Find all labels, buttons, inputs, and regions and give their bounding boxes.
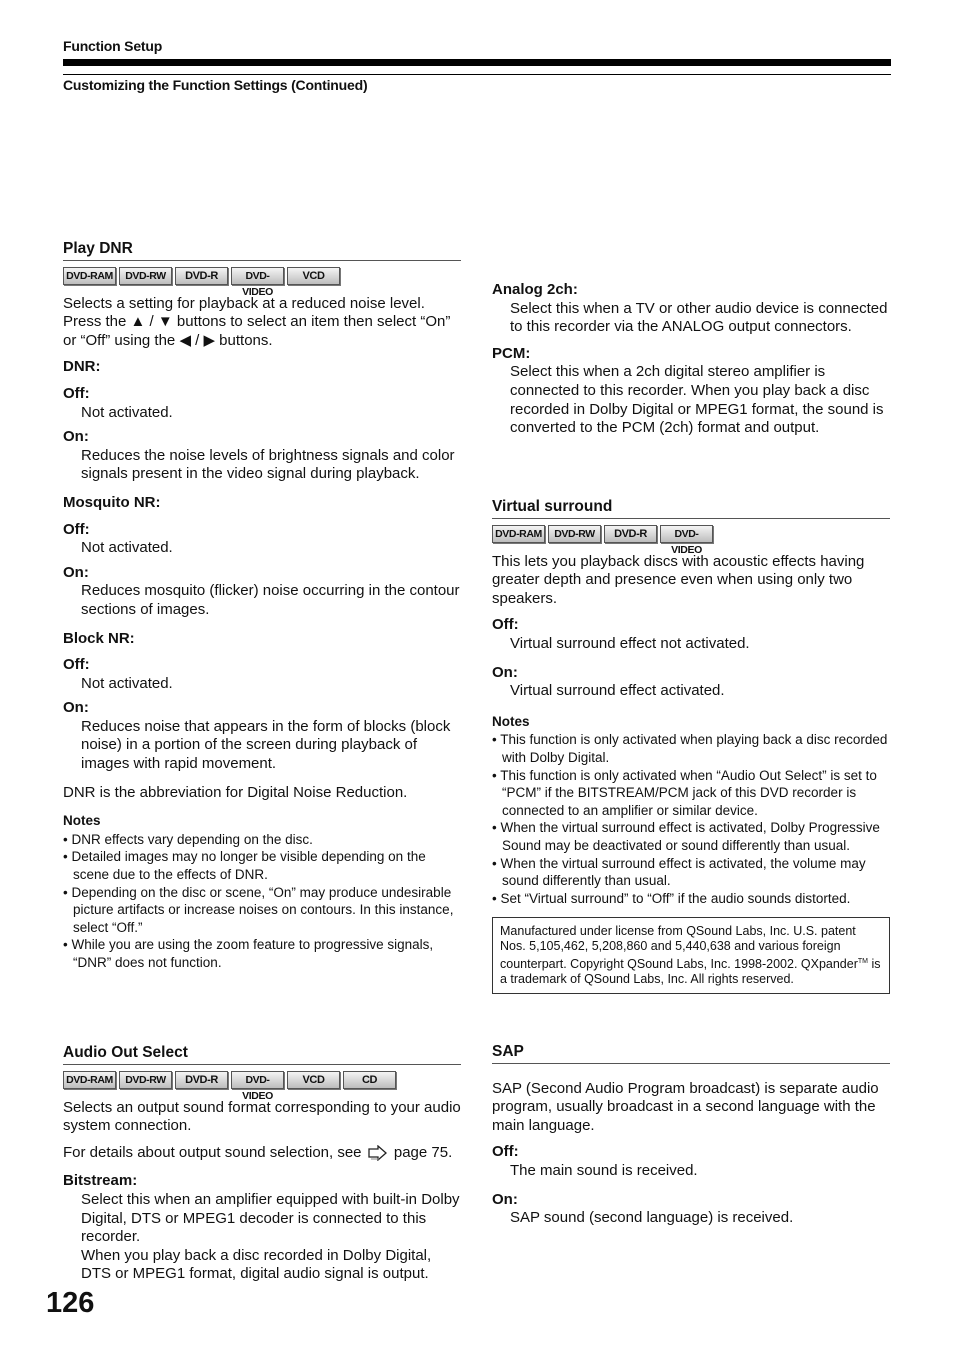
disc-tag: DVD-R xyxy=(175,1071,228,1089)
disc-tag: DVD-RW xyxy=(119,1071,172,1089)
audio-out-title: Audio Out Select xyxy=(63,1044,461,1065)
dnr-notes-title: Notes xyxy=(63,813,101,829)
virtual-surround-disc-tags xyxy=(492,525,890,556)
bitstream-text-2: When you play back a disc recorded in Dolby Digital, DTS or MPEG1 format, digital audio signal is output. xyxy=(81,1246,432,1283)
license-text: Manufactured under license from QSound Labs, Inc. U.S. patent Nos. 5,105,462, 5,208,860 and 5,440,638 and various foreign counterpart. Copyright QSound Labs, Inc. 1998-2002. QXpander xyxy=(500,924,858,972)
license-text-end: is a trademark of QSound Labs, Inc. All rights reserved. xyxy=(500,957,881,987)
dnr-on-text: Reduces the noise levels of brightness signals and color signals present in the video signal during playback. xyxy=(81,446,455,483)
list-item: • Set “Virtual surround” to “Off” if the audio sounds distorted. xyxy=(492,890,851,906)
list-item: • Detailed images may no longer be visible depending on the scene due to the effects of DNR. xyxy=(63,849,426,883)
pcm-text: Select this when a 2ch digital stereo amplifier is connected to this recorder. When you play back a disc recorded in Dolby Digital or MPEG1 format, the sound is converted to the PCM (2ch) format and output. xyxy=(510,363,884,437)
sap-off-label: Off: xyxy=(492,1143,519,1161)
dnr-on-label: On: xyxy=(63,428,89,446)
audio-out-section xyxy=(63,1044,461,1284)
list-item: • DNR effects vary depending on the disc. xyxy=(63,831,313,847)
analog-label: Analog 2ch: xyxy=(492,281,578,298)
audio-out-continued xyxy=(492,281,890,438)
dnr-off-text: Not activated. xyxy=(81,403,173,421)
list-item: • This function is only activated when “Audio Out Select” is set to “PCM” if the BITSTREAM/PCM jack of this DVD recorder is connected to an amplifier or similar device. xyxy=(492,767,877,818)
bitstream-label: Bitstream: xyxy=(63,1172,138,1190)
mosquito-on-label: On: xyxy=(63,563,89,581)
vs-notes-list xyxy=(492,731,890,907)
block-on-text: Reduces noise that appears in the form of blocks (block noise) in a portion of the screen during playback of images with rapid movement. xyxy=(81,717,451,773)
block-label: Block NR: xyxy=(63,629,135,647)
dnr-abbreviation: DNR is the abbreviation for Digital Noise Reduction. xyxy=(63,783,408,801)
dnr-off-label: Off: xyxy=(63,384,90,402)
list-item: • When the virtual surround effect is activated, the volume may sound differently than usual. xyxy=(492,855,866,889)
vs-off-text: Virtual surround effect not activated. xyxy=(510,634,750,652)
block-off-text: Not activated. xyxy=(81,674,173,692)
audio-out-details xyxy=(63,1144,461,1163)
page-reference-arrow-icon xyxy=(368,1145,388,1161)
block-off-label: Off: xyxy=(63,656,90,674)
mosquito-on-text: Reduces mosquito (flicker) noise occurring in the contour sections of images. xyxy=(81,582,460,618)
page-number: 126 xyxy=(46,1287,95,1319)
vs-notes-title: Notes xyxy=(492,713,530,729)
play-dnr-intro: Selects a setting for playback at a reduced noise level. Press the ▲ / ▼ buttons to select an item then select “On” or “Off” using the ◀ / ▶ buttons. xyxy=(63,294,451,349)
disc-tag: DVD-RW xyxy=(548,525,601,543)
analog-text: Select this when a TV or other audio device is connected to this recorder via the ANALOG output connectors. xyxy=(510,299,888,336)
block-on-label: On: xyxy=(63,699,89,717)
mosquito-off-label: Off: xyxy=(63,520,90,538)
header-rule xyxy=(63,59,891,66)
disc-tag: VCD xyxy=(287,1071,340,1089)
audio-out-disc-tags xyxy=(63,1071,461,1102)
bitstream-text: Select this when an amplifier equipped with built-in Dolby Digital, DTS or MPEG1 decoder is connected to this recorder. xyxy=(81,1190,460,1246)
license-notice-box xyxy=(492,917,890,994)
list-item: • While you are using the zoom feature to progressive signals, “DNR” does not function. xyxy=(63,937,434,970)
sap-intro: SAP (Second Audio Program broadcast) is separate audio program, usually broadcast in a second language with the main language. xyxy=(492,1079,879,1134)
list-item: • When the virtual surround effect is activated, Dolby Progressive Sound may be deactivated or sound differently than usual. xyxy=(492,820,880,853)
list-item: • Depending on the disc or scene, “On” may produce undesirable picture artifacts or increase noises on contours. In this instance, select “Off.” xyxy=(63,884,454,935)
disc-tag: DVD-RW xyxy=(119,267,172,285)
details-page-ref: page 75. xyxy=(393,1143,453,1161)
disc-tag: DVD-VIDEO xyxy=(660,525,713,543)
vs-off-label: Off: xyxy=(492,616,519,634)
play-dnr-disc-tags xyxy=(63,267,461,298)
vs-on-text: Virtual surround effect activated. xyxy=(510,682,725,700)
details-text: For details about output sound selection, see xyxy=(63,1143,362,1161)
disc-tag: DVD-R xyxy=(175,267,228,285)
sap-off-text: The main sound is received. xyxy=(510,1161,698,1179)
sap-on-label: On: xyxy=(492,1190,518,1208)
dnr-notes-list xyxy=(63,831,461,972)
disc-tag: DVD-RAM xyxy=(63,1071,116,1089)
dnr-label: DNR: xyxy=(63,358,101,376)
disc-tag: DVD-RAM xyxy=(63,267,116,285)
disc-tag: VCD xyxy=(287,267,340,285)
sap-title: SAP xyxy=(492,1043,890,1064)
disc-tag: CD xyxy=(343,1071,396,1089)
mosquito-off-text: Not activated. xyxy=(81,539,173,557)
sap-section xyxy=(492,1043,890,1228)
disc-tag: DVD-R xyxy=(604,525,657,543)
header-section: Function Setup xyxy=(63,38,163,54)
list-item: • This function is only activated when playing back a disc recorded with Dolby Digital. xyxy=(492,732,888,765)
header-subtitle: Customizing the Function Settings (Continued) xyxy=(63,77,368,93)
virtual-surround-section xyxy=(492,498,890,994)
disc-tag: DVD-VIDEO xyxy=(231,267,284,285)
trademark-mark: TM xyxy=(857,958,868,966)
sap-on-text: SAP sound (second language) is received. xyxy=(510,1209,794,1227)
header-rule-thin xyxy=(63,74,891,75)
virtual-surround-title: Virtual surround xyxy=(492,498,890,519)
disc-tag: DVD-VIDEO xyxy=(231,1071,284,1089)
play-dnr-title: Play DNR xyxy=(63,240,461,261)
audio-out-intro: Selects an output sound format corresponding to your audio system connection. xyxy=(63,1098,461,1135)
virtual-surround-intro: This lets you playback discs with acoustic effects having greater depth and presence even when using only two speakers. xyxy=(492,552,865,607)
play-dnr-section xyxy=(63,240,461,972)
disc-tag: DVD-RAM xyxy=(492,525,545,543)
vs-on-label: On: xyxy=(492,663,518,681)
pcm-label: PCM: xyxy=(492,344,531,362)
mosquito-label: Mosquito NR: xyxy=(63,493,161,511)
